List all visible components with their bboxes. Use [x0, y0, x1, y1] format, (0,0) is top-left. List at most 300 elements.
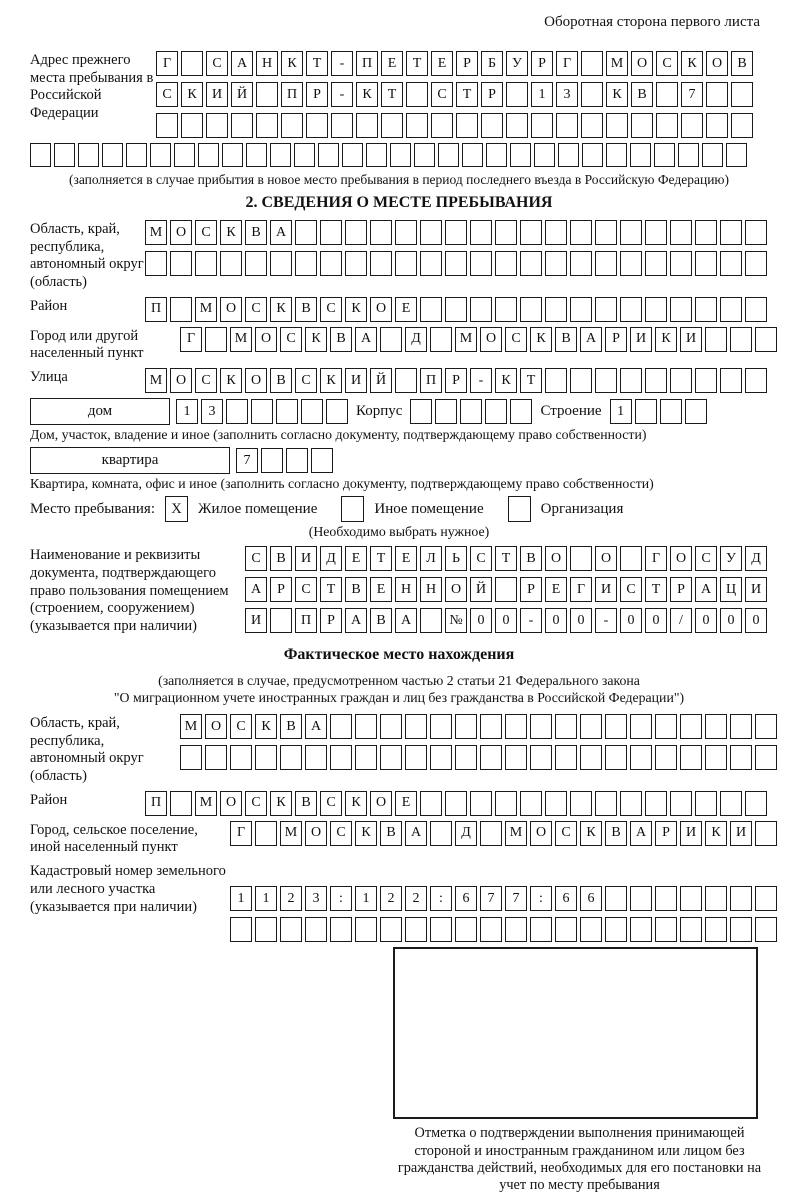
char-box[interactable] — [330, 917, 352, 942]
checkbox-other-premises[interactable] — [341, 496, 364, 522]
char-box[interactable] — [505, 745, 527, 770]
char-box[interactable]: Д — [455, 821, 477, 846]
char-box[interactable] — [495, 577, 517, 602]
char-box[interactable] — [755, 714, 777, 739]
char-box[interactable] — [460, 399, 482, 424]
char-box[interactable] — [395, 368, 417, 393]
char-box[interactable]: Ь — [445, 546, 467, 571]
char-box[interactable] — [156, 113, 178, 138]
char-box[interactable]: В — [555, 327, 577, 352]
char-box[interactable]: С — [656, 51, 678, 76]
char-box[interactable]: Н — [256, 51, 278, 76]
char-box[interactable] — [545, 251, 567, 276]
char-box[interactable] — [680, 745, 702, 770]
char-box[interactable]: Л — [420, 546, 442, 571]
char-box[interactable] — [655, 714, 677, 739]
char-box[interactable]: К — [655, 327, 677, 352]
char-box[interactable]: А — [345, 608, 367, 633]
char-box[interactable]: У — [506, 51, 528, 76]
char-box[interactable] — [678, 143, 699, 167]
char-box[interactable]: Н — [420, 577, 442, 602]
char-box[interactable]: - — [331, 51, 353, 76]
char-box[interactable] — [645, 251, 667, 276]
char-box[interactable] — [226, 399, 248, 424]
char-box[interactable] — [281, 113, 303, 138]
char-box[interactable] — [305, 745, 327, 770]
char-box[interactable] — [730, 714, 752, 739]
char-box[interactable] — [455, 745, 477, 770]
char-box[interactable]: И — [595, 577, 617, 602]
char-box[interactable]: 7 — [480, 886, 502, 911]
char-box[interactable] — [181, 113, 203, 138]
char-box[interactable]: И — [680, 821, 702, 846]
char-box[interactable] — [745, 251, 767, 276]
char-box[interactable]: О — [706, 51, 728, 76]
char-box[interactable] — [295, 220, 317, 245]
char-box[interactable]: 1 — [531, 82, 553, 107]
char-box[interactable] — [730, 917, 752, 942]
char-box[interactable]: Б — [481, 51, 503, 76]
char-box[interactable]: О — [170, 368, 192, 393]
char-box[interactable] — [430, 327, 452, 352]
char-box[interactable] — [405, 745, 427, 770]
char-box[interactable] — [170, 251, 192, 276]
char-box[interactable] — [670, 251, 692, 276]
char-box[interactable] — [30, 143, 51, 167]
char-box[interactable] — [295, 251, 317, 276]
char-box[interactable] — [330, 714, 352, 739]
char-box[interactable] — [695, 297, 717, 322]
char-box[interactable]: Г — [570, 577, 592, 602]
char-box[interactable] — [670, 368, 692, 393]
char-box[interactable] — [745, 791, 767, 816]
char-box[interactable]: П — [295, 608, 317, 633]
char-box[interactable]: Д — [405, 327, 427, 352]
char-box[interactable] — [445, 791, 467, 816]
char-box[interactable]: Е — [345, 546, 367, 571]
char-box[interactable] — [331, 113, 353, 138]
char-box[interactable]: Р — [320, 608, 342, 633]
char-box[interactable] — [731, 82, 753, 107]
char-box[interactable]: В — [520, 546, 542, 571]
char-box[interactable]: Е — [381, 51, 403, 76]
char-box[interactable] — [520, 251, 542, 276]
char-box[interactable] — [605, 917, 627, 942]
char-box[interactable] — [720, 251, 742, 276]
char-box[interactable] — [470, 791, 492, 816]
char-box[interactable] — [251, 399, 273, 424]
char-box[interactable] — [261, 448, 283, 473]
char-box[interactable]: П — [145, 791, 167, 816]
char-box[interactable] — [445, 297, 467, 322]
char-box[interactable] — [470, 297, 492, 322]
char-box[interactable]: Т — [381, 82, 403, 107]
char-box[interactable] — [660, 399, 682, 424]
char-box[interactable]: - — [331, 82, 353, 107]
char-box[interactable]: № — [445, 608, 467, 633]
char-box[interactable]: К — [356, 82, 378, 107]
char-box[interactable]: М — [195, 791, 217, 816]
char-box[interactable]: В — [295, 297, 317, 322]
char-box[interactable]: Е — [545, 577, 567, 602]
char-box[interactable]: У — [720, 546, 742, 571]
char-box[interactable] — [245, 251, 267, 276]
char-box[interactable] — [705, 327, 727, 352]
char-box[interactable]: 0 — [470, 608, 492, 633]
char-box[interactable]: 1 — [255, 886, 277, 911]
char-box[interactable]: К — [345, 297, 367, 322]
char-box[interactable]: К — [355, 821, 377, 846]
char-box[interactable]: В — [731, 51, 753, 76]
char-box[interactable]: И — [345, 368, 367, 393]
char-box[interactable] — [270, 251, 292, 276]
char-box[interactable]: П — [145, 297, 167, 322]
char-box[interactable]: О — [305, 821, 327, 846]
char-box[interactable]: Р — [306, 82, 328, 107]
char-box[interactable]: М — [180, 714, 202, 739]
char-box[interactable]: К — [495, 368, 517, 393]
char-box[interactable]: 2 — [380, 886, 402, 911]
char-box[interactable] — [306, 113, 328, 138]
char-box[interactable] — [755, 917, 777, 942]
char-box[interactable] — [270, 608, 292, 633]
char-box[interactable] — [520, 297, 542, 322]
char-box[interactable] — [570, 297, 592, 322]
char-box[interactable]: 0 — [695, 608, 717, 633]
char-box[interactable] — [705, 745, 727, 770]
char-box[interactable]: Г — [556, 51, 578, 76]
char-box[interactable] — [570, 791, 592, 816]
char-box[interactable]: Е — [431, 51, 453, 76]
char-box[interactable] — [730, 327, 752, 352]
char-box[interactable]: К — [220, 220, 242, 245]
char-box[interactable]: К — [345, 791, 367, 816]
char-box[interactable]: В — [345, 577, 367, 602]
char-box[interactable]: Р — [520, 577, 542, 602]
char-box[interactable]: А — [630, 821, 652, 846]
char-box[interactable] — [420, 251, 442, 276]
char-box[interactable]: - — [520, 608, 542, 633]
char-box[interactable] — [455, 917, 477, 942]
char-box[interactable] — [620, 251, 642, 276]
char-box[interactable] — [555, 714, 577, 739]
char-box[interactable]: 1 — [230, 886, 252, 911]
char-box[interactable] — [530, 745, 552, 770]
char-box[interactable]: А — [270, 220, 292, 245]
char-box[interactable] — [570, 220, 592, 245]
char-box[interactable]: К — [255, 714, 277, 739]
char-box[interactable]: Е — [395, 546, 417, 571]
char-box[interactable] — [420, 220, 442, 245]
char-box[interactable]: В — [380, 821, 402, 846]
char-box[interactable]: Т — [306, 51, 328, 76]
char-box[interactable]: Е — [370, 577, 392, 602]
char-box[interactable] — [145, 251, 167, 276]
char-box[interactable] — [301, 399, 323, 424]
char-box[interactable] — [730, 745, 752, 770]
char-box[interactable]: А — [695, 577, 717, 602]
char-box[interactable] — [620, 220, 642, 245]
char-box[interactable]: М — [505, 821, 527, 846]
char-box[interactable]: К — [181, 82, 203, 107]
char-box[interactable] — [342, 143, 363, 167]
char-box[interactable]: О — [670, 546, 692, 571]
char-box[interactable]: К — [220, 368, 242, 393]
char-box[interactable] — [174, 143, 195, 167]
char-box[interactable]: С — [620, 577, 642, 602]
char-box[interactable] — [630, 745, 652, 770]
char-box[interactable]: : — [430, 886, 452, 911]
char-box[interactable]: В — [245, 220, 267, 245]
char-box[interactable] — [294, 143, 315, 167]
char-box[interactable] — [595, 297, 617, 322]
char-box[interactable]: М — [230, 327, 252, 352]
char-box[interactable]: К — [320, 368, 342, 393]
char-box[interactable]: 3 — [201, 399, 223, 424]
char-box[interactable]: 1 — [355, 886, 377, 911]
char-box[interactable]: С — [245, 546, 267, 571]
char-box[interactable] — [695, 791, 717, 816]
char-box[interactable] — [705, 886, 727, 911]
char-box[interactable] — [531, 113, 553, 138]
char-box[interactable]: И — [730, 821, 752, 846]
char-box[interactable]: С — [320, 297, 342, 322]
char-box[interactable]: А — [355, 327, 377, 352]
char-box[interactable]: 6 — [580, 886, 602, 911]
char-box[interactable] — [480, 821, 502, 846]
char-box[interactable] — [595, 251, 617, 276]
char-box[interactable]: 6 — [455, 886, 477, 911]
char-box[interactable]: 2 — [405, 886, 427, 911]
checkbox-residential[interactable]: X — [165, 496, 188, 522]
char-box[interactable] — [695, 251, 717, 276]
char-box[interactable] — [630, 714, 652, 739]
char-box[interactable] — [420, 791, 442, 816]
char-box[interactable] — [430, 821, 452, 846]
char-box[interactable] — [582, 143, 603, 167]
char-box[interactable]: Р — [481, 82, 503, 107]
char-box[interactable] — [620, 297, 642, 322]
char-box[interactable] — [406, 113, 428, 138]
char-box[interactable] — [495, 297, 517, 322]
char-box[interactable] — [405, 714, 427, 739]
char-box[interactable] — [206, 113, 228, 138]
char-box[interactable]: С — [695, 546, 717, 571]
char-box[interactable]: С — [245, 297, 267, 322]
char-box[interactable] — [680, 917, 702, 942]
char-box[interactable] — [680, 714, 702, 739]
char-box[interactable] — [318, 143, 339, 167]
char-box[interactable] — [198, 143, 219, 167]
char-box[interactable]: М — [455, 327, 477, 352]
char-box[interactable] — [505, 714, 527, 739]
char-box[interactable]: Г — [645, 546, 667, 571]
char-box[interactable] — [706, 113, 728, 138]
char-box[interactable]: И — [295, 546, 317, 571]
char-box[interactable] — [231, 113, 253, 138]
char-box[interactable]: : — [330, 886, 352, 911]
char-box[interactable] — [520, 220, 542, 245]
char-box[interactable]: 0 — [645, 608, 667, 633]
char-box[interactable] — [506, 82, 528, 107]
char-box[interactable]: 0 — [745, 608, 767, 633]
char-box[interactable]: Д — [320, 546, 342, 571]
char-box[interactable] — [580, 917, 602, 942]
char-box[interactable] — [255, 917, 277, 942]
char-box[interactable]: И — [745, 577, 767, 602]
char-box[interactable] — [256, 82, 278, 107]
char-box[interactable] — [380, 917, 402, 942]
char-box[interactable] — [470, 220, 492, 245]
char-box[interactable] — [390, 143, 411, 167]
char-box[interactable]: В — [270, 546, 292, 571]
char-box[interactable] — [702, 143, 723, 167]
char-box[interactable] — [355, 745, 377, 770]
char-box[interactable] — [656, 82, 678, 107]
char-box[interactable]: О — [631, 51, 653, 76]
char-box[interactable]: О — [205, 714, 227, 739]
char-box[interactable] — [355, 917, 377, 942]
char-box[interactable] — [395, 220, 417, 245]
char-box[interactable] — [456, 113, 478, 138]
char-box[interactable]: С — [555, 821, 577, 846]
char-box[interactable]: С — [320, 791, 342, 816]
char-box[interactable]: - — [595, 608, 617, 633]
char-box[interactable] — [280, 745, 302, 770]
char-box[interactable]: Й — [231, 82, 253, 107]
char-box[interactable] — [495, 220, 517, 245]
char-box[interactable] — [420, 297, 442, 322]
char-box[interactable] — [570, 546, 592, 571]
char-box[interactable]: К — [270, 297, 292, 322]
char-box[interactable]: П — [281, 82, 303, 107]
char-box[interactable]: 7 — [236, 448, 258, 473]
char-box[interactable] — [635, 399, 657, 424]
char-box[interactable] — [462, 143, 483, 167]
char-box[interactable]: 0 — [720, 608, 742, 633]
char-box[interactable] — [726, 143, 747, 167]
char-box[interactable] — [558, 143, 579, 167]
char-box[interactable]: : — [530, 886, 552, 911]
char-box[interactable] — [495, 251, 517, 276]
char-box[interactable] — [555, 917, 577, 942]
char-box[interactable]: / — [670, 608, 692, 633]
char-box[interactable] — [380, 745, 402, 770]
char-box[interactable] — [481, 113, 503, 138]
char-box[interactable] — [720, 297, 742, 322]
char-box[interactable] — [480, 745, 502, 770]
char-box[interactable] — [645, 791, 667, 816]
checkbox-organization[interactable] — [508, 496, 531, 522]
char-box[interactable] — [420, 608, 442, 633]
char-box[interactable]: 0 — [495, 608, 517, 633]
char-box[interactable] — [545, 297, 567, 322]
char-box[interactable] — [570, 368, 592, 393]
char-box[interactable] — [370, 251, 392, 276]
char-box[interactable]: К — [270, 791, 292, 816]
char-box[interactable]: Р — [655, 821, 677, 846]
char-box[interactable] — [630, 886, 652, 911]
char-box[interactable] — [380, 714, 402, 739]
char-box[interactable] — [681, 113, 703, 138]
char-box[interactable]: В — [330, 327, 352, 352]
char-box[interactable] — [645, 297, 667, 322]
char-box[interactable] — [630, 143, 651, 167]
char-box[interactable] — [654, 143, 675, 167]
char-box[interactable] — [54, 143, 75, 167]
char-box[interactable] — [745, 297, 767, 322]
char-box[interactable]: 2 — [280, 886, 302, 911]
char-box[interactable] — [695, 368, 717, 393]
char-box[interactable] — [495, 791, 517, 816]
char-box[interactable]: 1 — [610, 399, 632, 424]
char-box[interactable]: И — [245, 608, 267, 633]
char-box[interactable]: Р — [270, 577, 292, 602]
char-box[interactable]: С — [195, 368, 217, 393]
char-box[interactable]: П — [420, 368, 442, 393]
char-box[interactable] — [545, 791, 567, 816]
char-box[interactable] — [620, 546, 642, 571]
char-box[interactable] — [470, 251, 492, 276]
char-box[interactable] — [430, 745, 452, 770]
char-box[interactable] — [181, 51, 203, 76]
char-box[interactable] — [534, 143, 555, 167]
char-box[interactable] — [605, 714, 627, 739]
char-box[interactable] — [510, 399, 532, 424]
char-box[interactable] — [720, 791, 742, 816]
char-box[interactable] — [380, 327, 402, 352]
char-box[interactable]: Е — [395, 791, 417, 816]
char-box[interactable] — [286, 448, 308, 473]
char-box[interactable]: О — [255, 327, 277, 352]
char-box[interactable] — [620, 791, 642, 816]
char-box[interactable] — [205, 327, 227, 352]
char-box[interactable] — [595, 220, 617, 245]
char-box[interactable] — [438, 143, 459, 167]
char-box[interactable] — [395, 251, 417, 276]
char-box[interactable] — [410, 399, 432, 424]
char-box[interactable] — [581, 113, 603, 138]
char-box[interactable]: Т — [495, 546, 517, 571]
char-box[interactable] — [720, 368, 742, 393]
char-box[interactable] — [670, 220, 692, 245]
char-box[interactable] — [455, 714, 477, 739]
char-box[interactable]: Р — [456, 51, 478, 76]
char-box[interactable] — [506, 113, 528, 138]
char-box[interactable]: 0 — [545, 608, 567, 633]
char-box[interactable] — [595, 791, 617, 816]
char-box[interactable] — [280, 917, 302, 942]
char-box[interactable]: Т — [320, 577, 342, 602]
char-box[interactable]: Н — [395, 577, 417, 602]
char-box[interactable] — [705, 714, 727, 739]
char-box[interactable] — [256, 113, 278, 138]
char-box[interactable]: В — [280, 714, 302, 739]
char-box[interactable] — [222, 143, 243, 167]
char-box[interactable] — [755, 821, 777, 846]
char-box[interactable]: В — [370, 608, 392, 633]
char-box[interactable] — [445, 251, 467, 276]
char-box[interactable] — [406, 82, 428, 107]
char-box[interactable]: Г — [180, 327, 202, 352]
char-box[interactable] — [745, 220, 767, 245]
char-box[interactable] — [655, 745, 677, 770]
char-box[interactable] — [356, 113, 378, 138]
char-box[interactable] — [311, 448, 333, 473]
char-box[interactable] — [220, 251, 242, 276]
char-box[interactable] — [486, 143, 507, 167]
char-box[interactable]: Ц — [720, 577, 742, 602]
